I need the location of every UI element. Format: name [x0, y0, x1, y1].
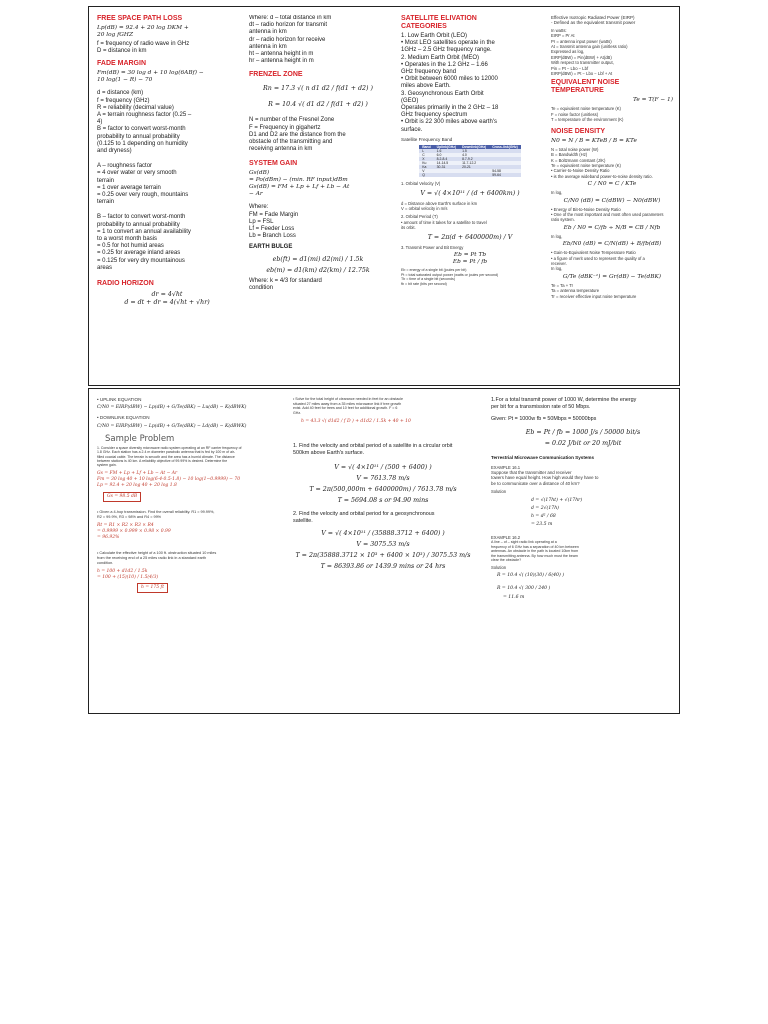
column-link-equations [97, 397, 277, 593]
table-header: Uplink(GHz) [434, 145, 459, 149]
noise-density-heading: NOISE DENSITY [551, 127, 606, 135]
system-gain-variables: Where: FM = Fade Margin Lp = FSL Lf = Feeder Loss Lb = Branch Loss [249, 204, 299, 240]
earth-bulge-note: Where: k = 4/3 for standard condition [249, 277, 322, 291]
fspl-variables: f = frequency of radio wave in GHz D = distance in km [97, 41, 190, 55]
reliability-question: • Given a 4-hop transmission. Find the overall reliability. R1 = 99.99%, R2 = 99.9%, R3 = 98% and R4 = 99% [97, 509, 215, 520]
table-cell: 6.0 [434, 153, 459, 157]
earth-bulge-equation-m: eb(m) = d1(km) d2(km) / 12.75k [266, 266, 370, 274]
table-cell: 30-31 [434, 165, 459, 169]
temperature-variables: Te = Ta + Tr Ta = antenna temperature Tr = receiver effective input noise temperature [551, 282, 637, 299]
orbital-period-label: 2. Orbital Period (T) • amount of time it takes for a satellite to travel its orbit. [401, 214, 487, 231]
bit-noise-heading: • Energy of Bit-to-Noise Density Ratio • One of the most important and most often used parameters ratio system. [551, 206, 664, 223]
column-path-loss [97, 15, 237, 310]
sample-problem-text: 1. Consider a space diversity microwave radio system operating at an RF carrier frequency of 1.8 GHz. Each station has a 2.4 m diameter parabolic antenna that is fed by 100 m of air- filled coaxial cable. The terrain is smooth and the area has a humid climate. The distance between stations is 40 km. A reliability objective of 99.99% is desired. Determine the system gain. [97, 445, 242, 468]
noise-temperature-heading: EQUIVALENT NOISE TEMPERATURE [551, 79, 620, 95]
table-cell: Q [419, 173, 433, 177]
orbit-question-2: 2. Find the velocity and orbital period for a geosynchronous satellite. [293, 511, 435, 524]
bit-noise-equation: Eb / N0 = C/fb ÷ N/B = CB / Nfb [563, 224, 661, 231]
formula-sheet-page-2 [88, 388, 680, 714]
orbit-q2-period-answer: T = 86393.86 or 1439.9 mins or 24 hrs [320, 563, 446, 571]
clearance-question: • Solve for the total height of clearance needed in feet for an obstacle situated 27 miles away from a 35 miles microwave link if tree growth exist. Add 40 feet for trees and 10 feet for additional growth. F = 6 GHz. [293, 397, 403, 415]
example-16-2-answer: = 11.6 m [503, 594, 525, 600]
handwritten-answer-1: Gs = 98.5 dB [103, 492, 141, 502]
table-header: Cross-link(GHz) [489, 145, 521, 149]
effective-height-question: • Calculate the effective height of a 100 ft. obstruction situated 10 miles from the receiving end of a 25 miles radio link in a standard earth condition. [97, 550, 217, 566]
orbital-velocity-equation: V = √( 4×10¹¹ / (d + 6400km) ) [420, 189, 520, 197]
frenzel-zone-heading: FRENZEL ZONE [249, 71, 303, 79]
bit-energy-equation: Eb = Pt Tb Eb = Pt / fb [452, 252, 488, 266]
frequency-band-body [419, 149, 521, 177]
fade-margin-heading: FADE MARGIN [97, 60, 146, 68]
bit-energy-answer: = 0.02 J/bit or 20 mJ/bit [544, 440, 622, 448]
table-cell: 1.6 [434, 149, 459, 153]
example-16-2-equation-1: R = 10.4 √( (10)(30) / 6(40) ) [497, 572, 565, 578]
orbit-q2-period-equation: T = 2π(35888.3712 × 10³ + 6400 × 10³) / 3075.53 m/s [295, 552, 471, 560]
fade-margin-variables: d = distance (km) f = frequency (GHz) R = reliability (decimal value) A = terrain roughness factor (0.25 – 4) B = factor to convert worst-month probability to annual probability (0.125 to 1 depending on humidity and dryness) [97, 90, 192, 155]
downlink-label: • DOWNLINK EQUATION [97, 415, 150, 421]
column-satellite [401, 15, 539, 286]
handwritten-work-1: Gs = FM + Lp + Lf + Lb − At − Ar Fm = 30 log 40 + 10 log(6·4·0.5·1.8) − 10 log(1−0.9999) − 70 Lp = 92.4 + 20 log 40 + 20 log 1.8 [97, 470, 241, 488]
bit-noise-log-equation: Eb/N0 (dB) = C/N(dB) + B/fb(dB) [562, 241, 662, 248]
log-label-3: In log, [551, 266, 563, 272]
column-microwave-examples [491, 397, 675, 603]
radio-horizon-heading: RADIO HORIZON [97, 280, 154, 288]
carrier-noise-equation: C / N0 = C / KTe [587, 181, 637, 188]
column-orbit-examples [293, 397, 473, 574]
clearance-handwritten-work: h = 43.3 √( d1d2 / f D ) + d1d2 / 1.5k + 40 + 10 [301, 419, 411, 424]
handwritten-answer-3: h = 175 ft [137, 583, 168, 593]
orbital-velocity-label: 1. Orbital Velocity (V) [401, 181, 441, 187]
frequency-band-table [419, 145, 521, 177]
sample-problem-title: Sample Problem [105, 433, 175, 444]
table-cell [434, 173, 459, 177]
bit-energy-calculation: Eb = Pt / fb = 1000 J/s / 50000 bit/s [525, 429, 641, 437]
where-distance-text: Where: d – total distance in km dt – radio horizon for transmit antenna in km dr – radio horizon for receive antenna in km ht – antenna height in m hr – antenna height in m [249, 15, 332, 65]
column-noise [551, 15, 673, 299]
eirp-heading: Effective Isotropic Radiated Power (EIRP) - Defined as the equivalent transmit power [551, 15, 636, 26]
orbit-q2-velocity-answer: V = 3075.53 m/s [356, 541, 410, 549]
earth-bulge-equation-ft: eb(ft) = d1(mi) d2(mi) / 1.5k [272, 255, 364, 263]
solution-label-1: Solution [491, 489, 507, 495]
table-cell: 11.7-12.2 [459, 161, 489, 165]
table-cell: 1.5 [459, 149, 489, 153]
system-gain-equation: Gs(dB) = Po(dBm) − (min. RF input)dBm Gs(dB) = FM + Lp + Lf + Lb − At − Ar [249, 170, 350, 198]
frenzel-variables: N = number of the Fresnel Zone F = Frequency in gigahertz D1 and D2 are the distance from the obstacle of the transmitting and receiving antenna in km [249, 117, 346, 153]
bit-energy-variables: Eb = energy of a single bit (joules per bit) Pt = total saturated output power (watts or joules per second) Tb = time of a single bit (seconds) fb = bit rate (bits per second) [401, 268, 499, 286]
handwritten-work-2: Rt = R1 × R2 × R3 × R4 = 0.9999 × 0.999 × 0.98 × 0.99 = 96.92% [97, 522, 171, 540]
noise-density-equation: N0 = N / B = KTeB / B = KTe [551, 137, 637, 144]
uplink-label: • UPLINK EQUATION [97, 397, 142, 402]
given-values: Given: Pt = 1000w fb = 50Mbps = 50000bps [491, 416, 597, 423]
noise-temperature-variables: Te = equivalent noise temperature (K) F = noise factor (unitless) T = temperature of the environment (K) [551, 106, 624, 123]
transmit-power-label: 3. Transmit Power and Bit Energy [401, 244, 464, 250]
b-factor-text: B – factor to convert worst-month probability to annual probability = 1 to convert an annual availability to a worst month basis = 0.5 for hot humid areas = 0.25 for average inland areas = 0.125 for very dry mountainous areas [97, 214, 191, 271]
table-header: Band [419, 145, 433, 149]
fspl-equation: Lp(dB) = 92.4 + 20 log DKM + 20 log fGHZ [97, 25, 189, 38]
orbit-q1-velocity-equation: V = √( 4×10¹¹ / (500 + 6400) ) [334, 464, 432, 472]
fade-margin-equation: Fm(dB) = 30 log d + 10 log(6ABf) − 10 log(1 − R) − 70 [97, 70, 204, 84]
example-16-1-title: EXAMPLE 16.1 [491, 464, 521, 470]
bit-energy-question: 1.For a total transmit power of 1000 W, determine the energy per bit for a transmission rate of 50 Mbps. [491, 397, 637, 410]
example-16-2-text: A line – of – sight radio link operating at a frequency of 6 GHz has a separation of 40 km between antennas. An obstacle in the path is located 10km from the transmitting antenna. By how much must the beam clear the obstacle? [491, 540, 579, 563]
terrestrial-microwave-heading: Terrestrial Microwave Communication Systems [491, 455, 595, 461]
column-fresnel-gain [249, 15, 387, 292]
table-cell: 8.2-8.4 [434, 157, 459, 161]
table-cell: 8.7-9.2 [459, 157, 489, 161]
noise-temperature-equation: Te = T(F − 1) [632, 97, 673, 104]
noise-density-variables: N = total noise power (W) B = Bandwidth (Hz) K = Boltzmann constant (J/K) Te = equivalent noise temperature (K) • Carrier-to-Noise Density Ratio • is the average wideband power-to-noise density ratio. [551, 146, 653, 179]
radio-horizon-equation: dr = 4√ht d = dt + dr = 4(√ht + √hr) [124, 291, 210, 307]
table-cell: Ka [419, 165, 433, 169]
orbit-q1-period-answer: T = 5694.08 s or 94.90 mins [337, 497, 429, 505]
frequency-band-caption: Satellite Frequency Band [401, 136, 453, 142]
example-16-2-title: EXAMPLE 16.2 [491, 534, 521, 540]
example-16-2-equation-2: R = 10.4 √( 300 / 240 ) [497, 585, 551, 591]
table-cell: C [419, 153, 433, 157]
table-cell [459, 173, 489, 177]
formula-sheet-page-1 [88, 6, 680, 386]
eirp-text: In watts: EIRP = Pr At Pr = antenna input power (watts) At = transmit antenna gain (unitless ratio) Expressed as log, EIRP(dBW) = Pin(dBW) + At(dB) With respect to transmitter output, Pin = Pt − Lbo − Lbf EIRP(dBW) = Pt − Lbo − Lbf + At [551, 27, 628, 77]
example-16-1-text: Suppose that the transmitter and receiver towers have equal height. How high would they have to be to communicate over a distance of 40 km? [491, 470, 599, 486]
gain-temperature-heading: • Gain-to-Equivalent Noise Temperature Ratio • a figure of merit used to represent the quality of a receiver. [551, 250, 645, 266]
satellite-categories-heading: SATELLITE ELIVATION CATEGORIES [401, 15, 477, 30]
uplink-equation: C/N0 = EIRP(dBW) − Lp(dB) + G/Te(dBK) − Lu(dB) − K(dBWK) [97, 405, 247, 411]
orbital-velocity-variables: d = Distance above Earth's surface in km V = orbital velocity in m/s [401, 200, 478, 212]
table-cell: 14-14.5 [434, 161, 459, 165]
table-row [419, 173, 521, 177]
earth-bulge-heading: EARTH BULGE [249, 244, 293, 251]
orbit-q1-velocity-answer: V = 7613.78 m/s [356, 475, 410, 483]
table-cell: 59-64 [489, 173, 521, 177]
log-label-1: In log, [551, 190, 563, 196]
carrier-noise-log-equation: C/N0 (dB) = C(dBW) − N0(dBW) [563, 197, 661, 204]
table-cell: Ku [419, 161, 433, 165]
table-cell: V [419, 169, 433, 173]
example-16-1-work: d = √(17ht) + √(17hr) d = 2√(17h) h = d² / 68 = 23.5 m [531, 497, 583, 527]
solution-label-2: Solution [491, 564, 507, 570]
orbit-question-1: 1. Find the velocity and orbital period of a satellite in a circular orbit 500km above Earth's surface. [293, 443, 453, 456]
frenzel-equation-2: R = 10.4 √( d1 d2 / f(d1 + d2) ) [268, 101, 368, 109]
roughness-factor-text: A – roughness factor = 4 over water or very smooth terrain = 1 over average terrain = 0.25 over very rough, mountains terrain [97, 163, 189, 206]
orbital-period-equation: T = 2π(d + 6400000m) / V [427, 233, 513, 241]
handwritten-work-3: h = 100 + d1d2 / 1.5k = 100 + (15)(10) / 1.5(4/3) [97, 568, 159, 580]
frenzel-equation-1: Rn = 17.3 √( n d1 d2 / f(d1 + d2) ) [263, 85, 373, 93]
downlink-equation: C/N0 = EIRP(dBW) − Lp(dB) + G/Te(dBK) − Ld(dB) − K(dBWK) [97, 423, 247, 429]
satellite-categories-text: 1. Low Earth Orbit (LEO) • Most LEO satellites operate in the 1GHz – 2.5 GHz frequency range. 2. Medium Earth Orbit (MEO) • Operates in the 1.2 GHz – 1.66 GHz frequency band • Orbit between 6000 miles to 12000 miles above Earth. 3. Geosynchronous Earth Orbit (GEO) Operates primarily in the 2 GHz – 18 GHz frequency spectrum • Orbit is 22 300 miles above earth's surface. [401, 33, 499, 133]
log-label-2: In log, [551, 233, 563, 239]
table-cell: 20-21 [459, 165, 489, 169]
table-cell: L [419, 149, 433, 153]
orbit-q2-velocity-equation: V = √( 4×10¹¹ / (35888.3712 + 6400) ) [321, 530, 445, 538]
table-cell: X [419, 157, 433, 161]
table-cell: 4.0 [459, 153, 489, 157]
system-gain-heading: SYSTEM GAIN [249, 160, 298, 168]
gain-temperature-equation: G/Te (dBK⁻¹) = Gr(dB) − Te(dBK) [562, 273, 662, 280]
fspl-heading: FREE SPACE PATH LOSS [97, 15, 183, 22]
table-header: Downlink(GHz) [459, 145, 489, 149]
table-cell: 54-58 [489, 169, 521, 173]
orbit-q1-period-equation: T = 2π(500,000m + 6400000m) / 7613.78 m/s [309, 486, 457, 494]
